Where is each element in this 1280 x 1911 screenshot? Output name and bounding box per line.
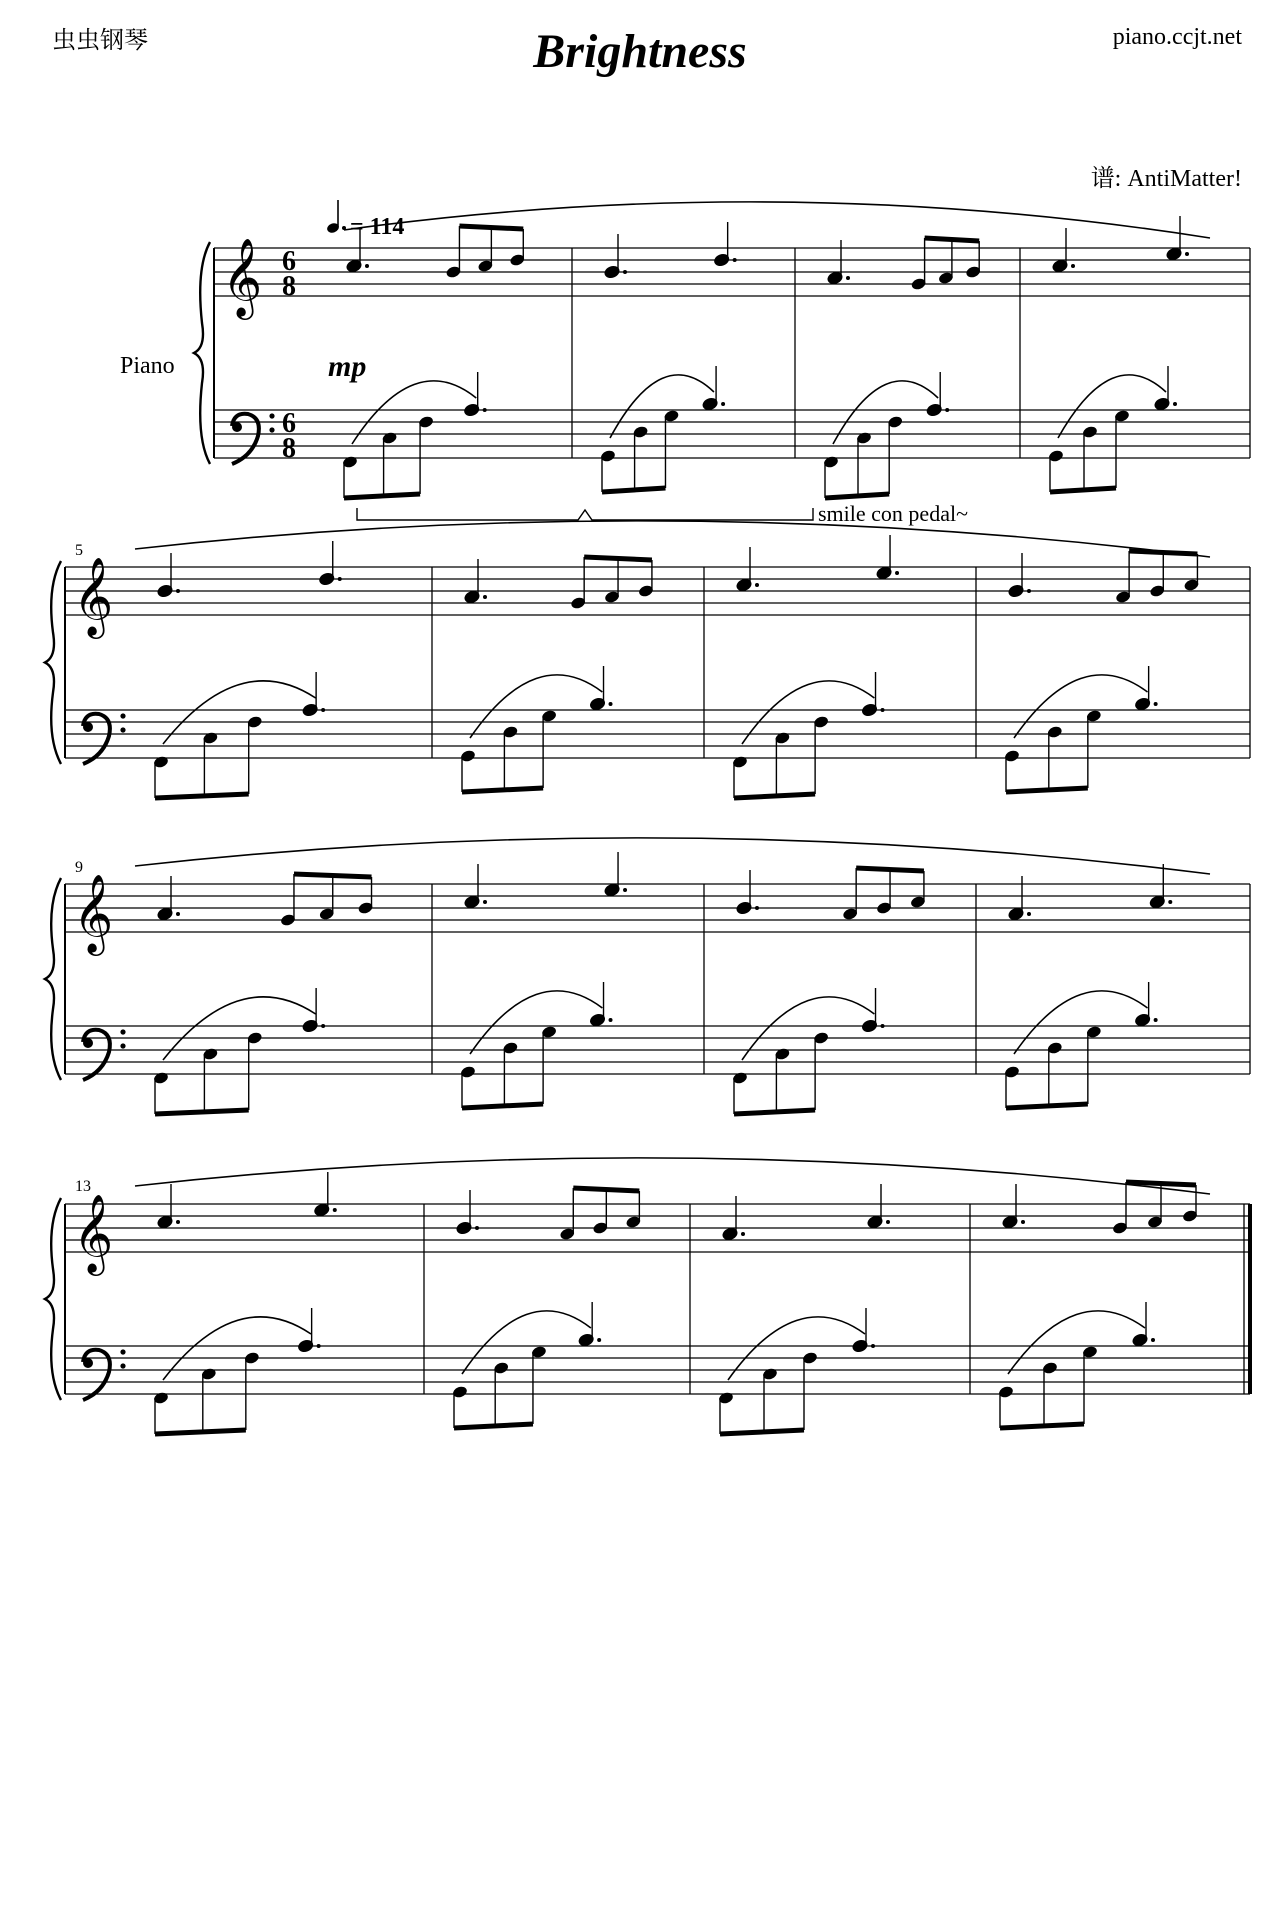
- brace: [45, 878, 61, 1080]
- bass-clef-icon: [83, 1038, 93, 1048]
- time-signature: 6: [282, 408, 296, 439]
- note-dot: [365, 264, 369, 268]
- note-dot: [1173, 402, 1177, 406]
- bass-clef-icon: [232, 414, 259, 464]
- note-dot: [881, 708, 885, 712]
- tempo-marking: [326, 200, 405, 240]
- beam: [573, 1188, 639, 1191]
- beam: [1050, 488, 1116, 492]
- note-dot: [733, 258, 737, 262]
- note-dot: [1154, 1018, 1158, 1022]
- slur: [1014, 675, 1148, 738]
- note-dot: [1151, 1338, 1155, 1342]
- beam: [925, 238, 980, 241]
- note-dot: [755, 583, 759, 587]
- beam: [462, 788, 543, 792]
- score-systems: [45, 202, 1250, 1434]
- beam: [825, 494, 889, 498]
- slur: [1058, 375, 1166, 438]
- treble-clef-icon: 𝄞: [222, 238, 263, 317]
- note-dot: [846, 276, 850, 280]
- bass-clef-dot: [120, 727, 125, 732]
- note-dot: [338, 577, 342, 581]
- note-dot: [945, 408, 949, 412]
- beam: [602, 488, 665, 492]
- pedal-text: smile con pedal~: [818, 501, 968, 526]
- bass-clef-dot: [269, 413, 274, 418]
- note-dot: [1027, 912, 1031, 916]
- note-dot: [895, 571, 899, 575]
- note-dot: [176, 912, 180, 916]
- beam: [459, 226, 523, 229]
- note-dot: [483, 595, 487, 599]
- score-labels: [75, 200, 968, 1195]
- beam: [155, 794, 249, 798]
- beam: [1126, 1182, 1196, 1185]
- brace: [194, 242, 210, 464]
- slur: [470, 991, 602, 1054]
- note-dot: [1071, 264, 1075, 268]
- time-signature: 8: [282, 433, 296, 464]
- note-dot: [623, 270, 627, 274]
- note-dot: [721, 402, 725, 406]
- time-signature: 8: [282, 271, 296, 302]
- system: [45, 521, 1250, 798]
- bass-clef-icon: [83, 714, 110, 764]
- slur: [135, 1158, 1210, 1194]
- beam: [155, 1110, 249, 1114]
- slur: [135, 838, 1210, 874]
- note-dot: [1154, 702, 1158, 706]
- brace: [45, 1198, 61, 1400]
- beam: [1006, 788, 1088, 792]
- bass-clef-icon: [232, 422, 242, 432]
- note-dot: [741, 1232, 745, 1236]
- beam: [344, 494, 420, 498]
- bass-clef-dot: [120, 1029, 125, 1034]
- site-name: 虫虫钢琴: [52, 26, 148, 54]
- tempo-value: = 114: [350, 214, 405, 240]
- note-dot: [886, 1220, 890, 1224]
- pedal-bracket: [357, 508, 813, 520]
- note-dot: [321, 1024, 325, 1028]
- measure-number: 9: [75, 859, 83, 876]
- brace: [45, 561, 61, 764]
- beam: [734, 1110, 815, 1114]
- bass-clef-icon: [83, 1030, 110, 1080]
- note-dot: [176, 589, 180, 593]
- note-dot: [176, 1220, 180, 1224]
- note-dot: [1021, 1220, 1025, 1224]
- note-dot: [609, 1018, 613, 1022]
- beam: [720, 1430, 804, 1434]
- note-dot: [317, 1344, 321, 1348]
- slur: [462, 1311, 591, 1374]
- slur: [1014, 991, 1148, 1054]
- system: [45, 1158, 1250, 1434]
- note-dot: [475, 1226, 479, 1230]
- beam: [584, 557, 652, 560]
- beam: [1000, 1424, 1084, 1428]
- note-dot: [483, 408, 487, 412]
- treble-clef-icon: 𝄞: [73, 874, 114, 953]
- beam: [462, 1104, 543, 1108]
- note-dot: [881, 1024, 885, 1028]
- bass-clef-dot: [120, 1043, 125, 1048]
- beam: [1129, 551, 1197, 554]
- bass-clef-icon: [83, 722, 93, 732]
- time-signature: 6: [282, 246, 296, 277]
- bass-clef-dot: [120, 1363, 125, 1368]
- instrument-label: Piano: [120, 353, 175, 379]
- beam: [454, 1424, 533, 1428]
- slur: [470, 675, 602, 738]
- beam: [155, 1430, 246, 1434]
- note-dot: [609, 702, 613, 706]
- slur: [610, 375, 714, 438]
- arranger-credit: 谱: AntiMatter!: [1090, 166, 1242, 192]
- measure-number: 5: [75, 542, 83, 559]
- measure-number: 13: [75, 1178, 91, 1195]
- slur: [344, 202, 1210, 238]
- note-dot: [1185, 252, 1189, 256]
- note-dot: [333, 1208, 337, 1212]
- bass-clef-icon: [83, 1350, 110, 1400]
- note-dot: [321, 708, 325, 712]
- slur: [1008, 1311, 1145, 1374]
- beam: [1006, 1104, 1088, 1108]
- note-dot: [1168, 900, 1172, 904]
- piece-title: Brightness: [533, 25, 747, 78]
- treble-clef-icon: 𝄞: [73, 557, 114, 636]
- slur: [135, 521, 1210, 557]
- note-dot: [1027, 589, 1031, 593]
- note-dot: [597, 1338, 601, 1342]
- bass-clef-icon: [83, 1358, 93, 1368]
- beam: [856, 868, 924, 871]
- beam: [734, 794, 815, 798]
- note-dot: [623, 888, 627, 892]
- site-url: piano.ccjt.net: [1112, 24, 1242, 50]
- note-dot: [871, 1344, 875, 1348]
- bass-clef-dot: [120, 1349, 125, 1354]
- bass-clef-dot: [269, 427, 274, 432]
- treble-clef-icon: 𝄞: [73, 1194, 114, 1273]
- bass-clef-dot: [120, 713, 125, 718]
- system: [45, 838, 1250, 1114]
- dynamic-marking: mp: [328, 350, 367, 383]
- note-dot: [755, 906, 759, 910]
- note-dot: [483, 900, 487, 904]
- beam: [294, 874, 372, 877]
